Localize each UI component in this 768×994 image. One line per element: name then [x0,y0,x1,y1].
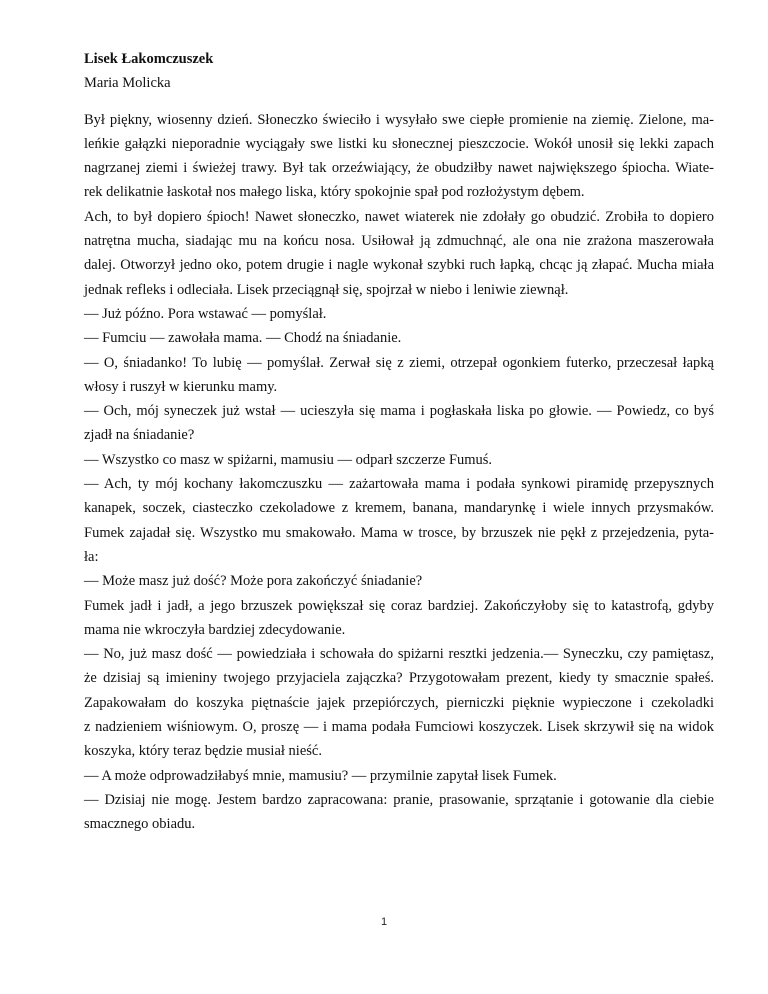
text-line: włosy i ruszył w kierunku mamy. [84,378,278,395]
text-line: natrętna mucha, siadając mu na końcu nosa. Usiłował ją zdmuchnąć, ale ona nie zrażona maszerowała [84,233,714,250]
story-title: Lisek Łakomczuszek [84,51,214,67]
text-line: — Już późno. Pora wstawać — pomyślał. [84,305,327,322]
text-line: ła: [84,548,99,565]
text-line: — No, już masz dość — powiedziała i schowała do spiżarni resztki jedzenia.— Syneczku, czy pamiętasz, [84,646,714,663]
text-line: jednak refleks i odleciała. Lisek przeciągnął się, spojrzał w niebo i leniwie ziewnął. [84,281,569,298]
text-line: Zapakowałam do koszyka piętnaście jajek przepiórczych, pierniczki pięknie wypieczone i czekoladki [84,694,714,711]
text-line: że dzisiaj są imieniny twojego przyjaciela zajączka? Przygotowałam prezent, kiedy ty smacznie spałeś. [84,670,714,687]
story-author: Maria Molicka [84,75,171,92]
text-line: leńkie gałązki nieporadnie wyciągały swe listki ku słonecznej pieszczocie. Wokół unosił się lekki zapach [84,135,714,152]
text-line: — Och, mój syneczek już wstał — ucieszyła się mama i pogłaskała liska po głowie. — Powiedz, co byś [84,403,714,420]
text-line: mama nie wkroczyła bardziej zdecydowanie. [84,621,346,638]
text-line: smacznego obiadu. [84,816,196,833]
page-number: 1 [380,916,388,928]
text-line: Fumek jadł i jadł, a jego brzuszek powiększał się coraz bardziej. Zakończyłoby się to katastrofą, gdyby [84,597,714,614]
text-line: — Fumciu — zawołała mama. — Chodź na śniadanie. [84,330,402,347]
text-line: rek delikatnie łaskotał nos małego liska, który spokojnie spał pod rozłożystym dębem. [84,184,585,201]
text-line: — Dzisiaj nie mogę. Jestem bardzo zapracowana: pranie, prasowanie, sprzątanie i gotowanie dla ciebie [84,791,714,808]
text-line: kanapek, soczek, ciasteczko czekoladowe z kremem, banana, mandarynkę i wiele innych przysmaków. [84,500,714,517]
text-line: — Ach, ty mój kochany łakomczuszku — zażartowała mama i podała synkowi piramidę przepysznych [84,476,714,493]
document-body [84,47,714,837]
story-text [84,108,714,837]
text-line: — A może odprowadziłabyś mnie, mamusiu? — przymilnie zapytał lisek Fumek. [84,767,557,784]
text-line: z nadzieniem wiśniowym. O, proszę — i mama podała Fumciowi koszyczek. Lisek skrzywił się na widok [84,719,714,736]
text-line: — O, śniadanko! To lubię — pomyślał. Zerwał się z ziemi, otrzepał ogonkiem futerko, przeczesał łapką [84,354,714,371]
text-line: — Wszystko co masz w spiżarni, mamusiu — odparł szczerze Fumuś. [84,451,493,468]
paragraph-gap [84,96,714,108]
text-line: dalej. Otworzył jedno oko, potem drugie i nagle wykonał szybki ruch łapką, chcąc ją złapać. Mucha miała [84,257,714,274]
text-line: Był piękny, wiosenny dzień. Słoneczko świeciło i wysyłało swe ciepłe promienie na ziemię. Zielone, ma- [84,111,714,128]
text-line: Fumek zajadał się. Wszystko mu smakowało. Mama w trosce, by brzuszek nie pękł z przejedzenia, pyta- [84,524,714,541]
text-line: Ach, to był dopiero śpioch! Nawet słoneczko, nawet wiaterek nie zdołały go obudzić. Zrobiła to dopiero [84,208,714,225]
text-line: zjadł na śniadanie? [84,427,195,444]
text-line: nagrzanej ziemi i świeżej trawy. Był tak orzeźwiający, że obudziłby nawet największego śpiocha. Wiate- [84,160,714,177]
text-line: — Może masz już dość? Może pora zakończyć śniadanie? [84,573,423,590]
text-line: koszyka, który teraz będzie musiał nieść. [84,743,322,760]
